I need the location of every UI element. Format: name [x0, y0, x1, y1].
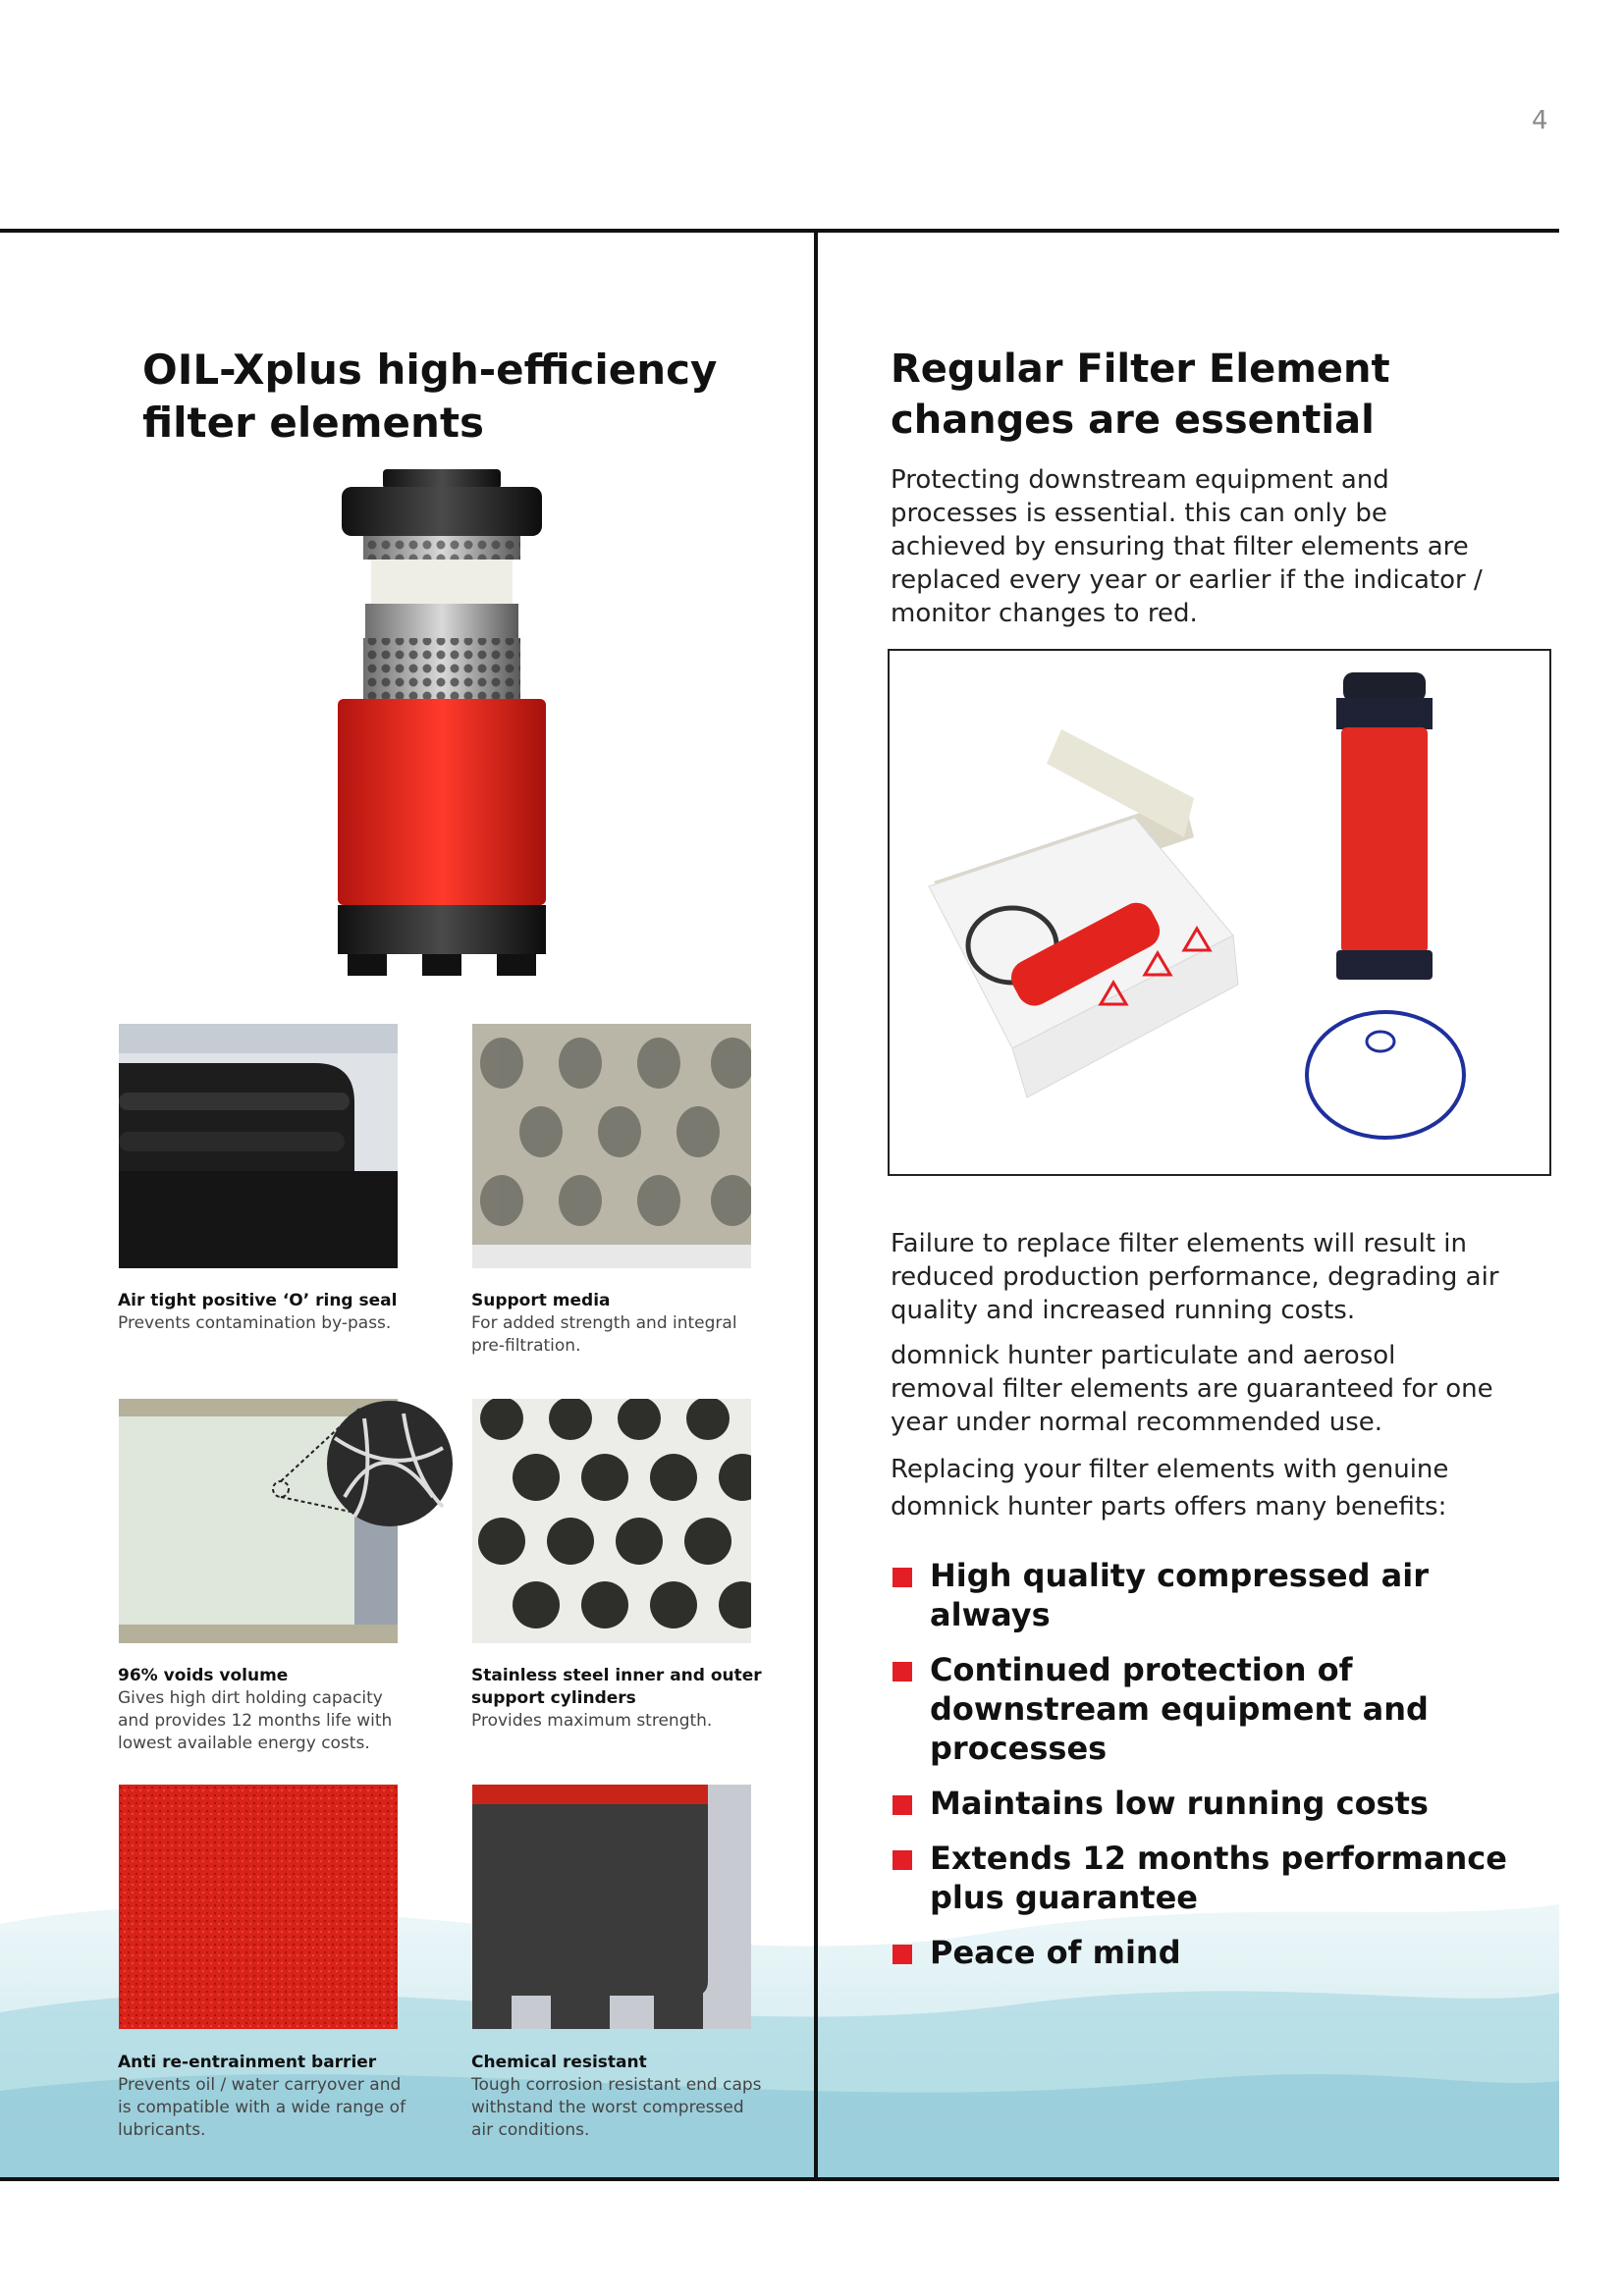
- benefit-item: Extends 12 months performance plus guarantee: [891, 1839, 1519, 1917]
- square-bullet-icon: [893, 1795, 912, 1815]
- chemical-resistant-end-cap-image: [472, 1785, 751, 2029]
- feature-caption-voids-volume: 96% voids volume Gives high dirt holding capacity and provides 12 months life with lowest available energy costs.: [118, 1666, 393, 1753]
- benefit-item: Maintains low running costs: [891, 1784, 1519, 1823]
- feature-caption-stainless-steel: Stainless steel inner and outer support cylinders Provides maximum strength.: [471, 1666, 762, 1731]
- filter-element-image: [324, 469, 560, 980]
- benefit-item: Continued protection of downstream equipment and processes: [891, 1650, 1519, 1768]
- failure-paragraph: Failure to replace filter elements will result in reduced production performance, degrading air quality and increased running costs.: [891, 1229, 1499, 1325]
- feature-caption-anti-re-entrainment: Anti re-entrainment barrier Prevents oil / water carryover and is compatible with a wide range of lubricants.: [118, 2053, 406, 2140]
- intro-paragraph: Protecting downstream equipment and processes is essential. this can only be achieved by ensuring that filter elements are replaced every year or earlier if the indicator / monitor changes to red.: [891, 465, 1483, 628]
- replacement-kit-photo: [888, 649, 1551, 1176]
- square-bullet-icon: [893, 1850, 912, 1870]
- feature-caption-support-media: Support media For added strength and integral pre-filtration.: [471, 1291, 737, 1356]
- benefits-list: [891, 1556, 1519, 1988]
- page-number: 4: [1532, 106, 1548, 135]
- support-media-image: [472, 1024, 751, 1268]
- benefit-item: High quality compressed air always: [891, 1556, 1519, 1634]
- square-bullet-icon: [893, 1945, 912, 1964]
- top-rule: [0, 229, 1559, 233]
- anti-re-entrainment-barrier-image: [119, 1785, 398, 2029]
- voids-volume-image: [119, 1399, 458, 1643]
- o-ring-seal-image: [119, 1024, 398, 1268]
- square-bullet-icon: [893, 1568, 912, 1587]
- bottom-rule: [0, 2177, 1559, 2181]
- guarantee-paragraph: domnick hunter particulate and aerosol removal filter elements are guaranteed for one year under normal recommended use.: [891, 1341, 1493, 1437]
- benefit-item: Peace of mind: [891, 1933, 1519, 1972]
- square-bullet-icon: [893, 1662, 912, 1682]
- column-divider: [814, 229, 818, 2181]
- left-title: OIL-Xplus high-efficiency filter elements: [142, 346, 718, 447]
- feature-caption-chemical-resistant: Chemical resistant Tough corrosion resistant end caps withstand the worst compressed air conditions.: [471, 2053, 762, 2140]
- benefits-intro-paragraph: Replacing your filter elements with genuine domnick hunter parts offers many benefits:: [891, 1455, 1449, 1522]
- stainless-steel-cylinders-image: [472, 1399, 751, 1643]
- right-title: Regular Filter Element changes are essential: [891, 347, 1390, 443]
- feature-caption-o-ring: Air tight positive ‘O’ ring seal Prevents contamination by-pass.: [118, 1291, 398, 1333]
